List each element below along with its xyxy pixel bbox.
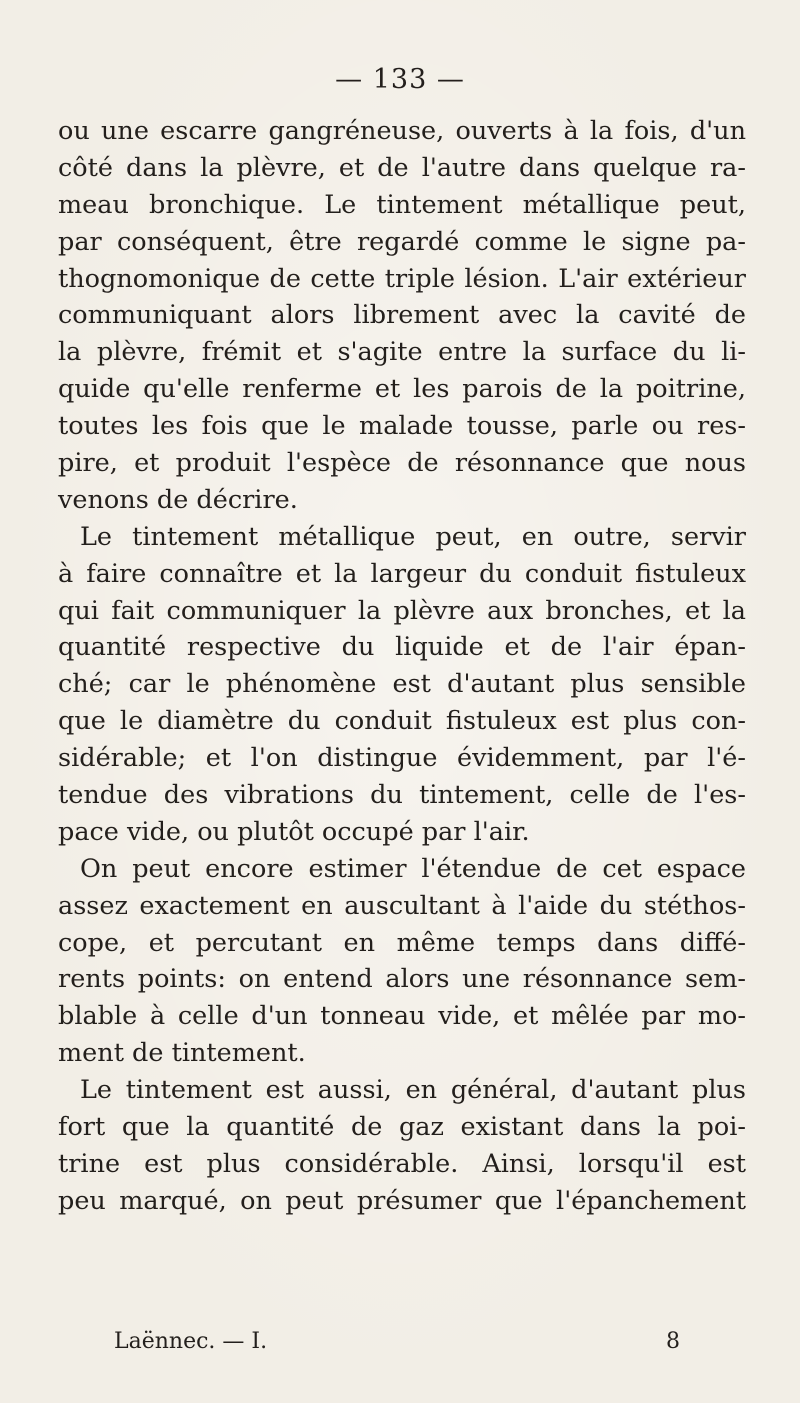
text-line: assez exactement en auscultant à l'aide du stéthos-: [58, 890, 746, 921]
text-line: qui fait communiquer la plèvre aux bronches, et la: [58, 595, 746, 626]
text-line: meau bronchique. Le tintement métallique peut,: [58, 189, 746, 220]
text-line: communiquant alors librement avec la cavité de: [58, 300, 746, 331]
text-line: ment de tintement.: [58, 1038, 306, 1069]
text-line: ou une escarre gangréneuse, ouverts à la fois, d'un: [58, 116, 746, 146]
text-line: la plèvre, frémit et s'agite entre la surface du li-: [58, 337, 746, 368]
text-line: pire, et produit l'espèce de résonnance que nous: [58, 448, 746, 479]
text-line: que le diamètre du conduit fistuleux est plus con-: [58, 706, 746, 737]
text-line: cope, et percutant en même temps dans diffé-: [58, 927, 746, 958]
text-line: à faire connaître et la largeur du conduit fistuleux: [58, 558, 746, 589]
page-number: — 133 —: [335, 64, 465, 95]
text-line: On peut encore estimer l'étendue de cet espace: [80, 853, 746, 884]
body-text: [58, 113, 746, 1220]
text-line: peu marqué, on peut présumer que l'épanchement: [58, 1185, 746, 1216]
text-line: thognomonique de cette triple lésion. L'air extérieur: [58, 263, 746, 294]
page-footer: [114, 1329, 680, 1354]
footer-signature: Laënnec. — I.: [114, 1329, 268, 1354]
text-line: quantité respective du liquide et de l'air épan-: [58, 632, 746, 663]
text-line: fort que la quantité de gaz existant dans la poi-: [58, 1112, 746, 1143]
text-line: venons de décrire.: [58, 484, 298, 515]
text-line: toutes les fois que le malade tousse, parle ou res-: [58, 411, 746, 442]
text-line: trine est plus considérable. Ainsi, lorsqu'il est: [58, 1148, 746, 1179]
text-line: quide qu'elle renferme et les parois de la poitrine,: [58, 374, 746, 405]
text-line: côté dans la plèvre, et de l'autre dans quelque ra-: [58, 152, 746, 183]
text-line: par conséquent, être regardé comme le signe pa-: [58, 226, 746, 257]
footer-sheet-number: 8: [666, 1329, 680, 1354]
text-line: sidérable; et l'on distingue évidemment, par l'é-: [58, 743, 746, 774]
text-line: ché; car le phénomène est d'autant plus sensible: [58, 669, 746, 700]
text-line: rents points: on entend alors une résonnance sem-: [58, 964, 746, 995]
text-line: tendue des vibrations du tintement, celle de l'es-: [58, 780, 746, 811]
text-line: Le tintement métallique peut, en outre, servir: [80, 521, 746, 552]
text-line: Le tintement est aussi, en général, d'autant plus: [80, 1075, 746, 1106]
text-line: pace vide, ou plutôt occupé par l'air.: [58, 816, 530, 847]
text-line: blable à celle d'un tonneau vide, et mêlée par mo-: [58, 1001, 746, 1032]
